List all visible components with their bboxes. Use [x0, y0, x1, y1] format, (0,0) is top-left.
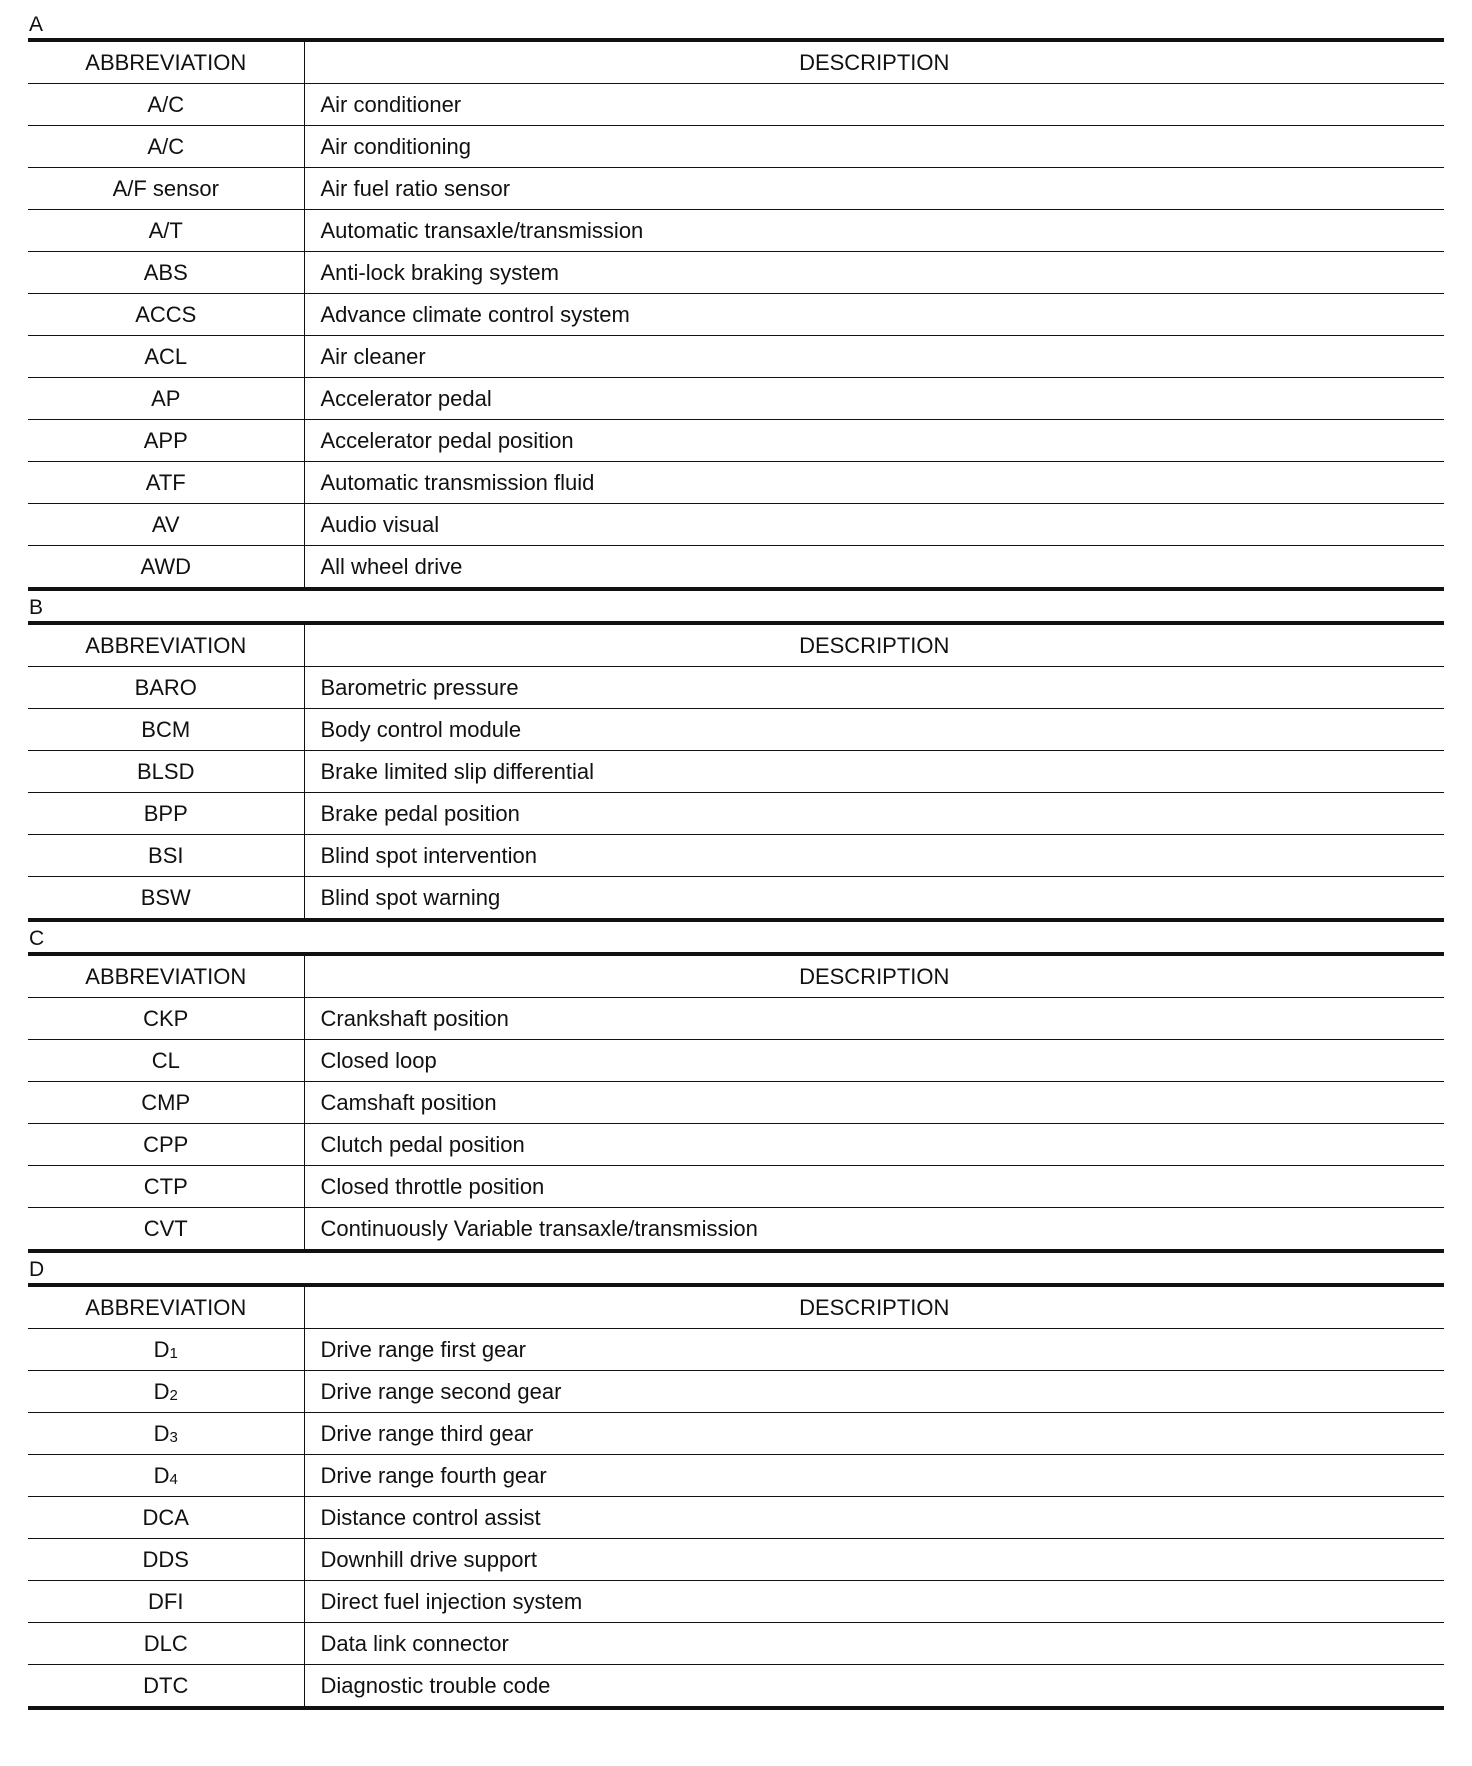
table-row — [28, 378, 1444, 420]
table-row — [28, 751, 1444, 793]
abbreviation-cell — [28, 294, 304, 336]
abbreviation-text: CMP — [141, 1089, 191, 1115]
table-row — [28, 1455, 1444, 1497]
description-cell: Drive range third gear — [304, 1413, 1444, 1455]
table-row — [28, 546, 1444, 590]
abbreviation-cell — [28, 1497, 304, 1539]
abbreviation-column-header: ABBREVIATION — [28, 954, 304, 998]
table-row — [28, 1413, 1444, 1455]
abbreviation-text: BARO — [134, 674, 197, 700]
table-row — [28, 420, 1444, 462]
description-cell: Advance climate control system — [304, 294, 1444, 336]
description-cell: Accelerator pedal position — [304, 420, 1444, 462]
abbreviation-cell — [28, 504, 304, 546]
abbreviation-text: APP — [143, 427, 188, 453]
abbreviation-cell — [28, 1413, 304, 1455]
abbreviation-text: CKP — [143, 1005, 189, 1031]
section-letter: C — [29, 927, 45, 950]
abbreviation-text: AP — [151, 385, 181, 411]
table-header-row — [28, 1285, 1444, 1329]
description-cell: Camshaft position — [304, 1082, 1444, 1124]
abbreviation-table — [28, 38, 1444, 591]
abbreviation-cell — [28, 1623, 304, 1665]
abbreviation-cell — [28, 1539, 304, 1581]
abbreviation-cell — [28, 420, 304, 462]
section-letter: B — [29, 596, 44, 619]
table-row — [28, 998, 1444, 1040]
abbreviation-column-header: ABBREVIATION — [28, 40, 304, 84]
abbreviation-table — [28, 621, 1444, 922]
description-cell: Distance control assist — [304, 1497, 1444, 1539]
table-row — [28, 1208, 1444, 1252]
section-letter: A — [29, 13, 44, 36]
table-row — [28, 1623, 1444, 1665]
description-cell: Clutch pedal position — [304, 1124, 1444, 1166]
description-cell: Diagnostic trouble code — [304, 1665, 1444, 1709]
abbreviation-text: BPP — [143, 800, 188, 826]
abbreviation-text: DLC — [143, 1630, 188, 1656]
table-row — [28, 709, 1444, 751]
description-cell: All wheel drive — [304, 546, 1444, 590]
table-row — [28, 667, 1444, 709]
abbreviation-cell — [28, 835, 304, 877]
description-cell: Closed loop — [304, 1040, 1444, 1082]
abbreviation-text: D — [153, 1420, 170, 1446]
description-cell: Brake limited slip differential — [304, 751, 1444, 793]
table-row — [28, 126, 1444, 168]
description-cell: Air conditioner — [304, 84, 1444, 126]
description-cell: Body control module — [304, 709, 1444, 751]
description-cell: Data link connector — [304, 1623, 1444, 1665]
abbreviation-text: AWD — [140, 553, 191, 579]
abbreviation-text: DDS — [142, 1546, 189, 1572]
abbreviation-document — [28, 8, 1444, 1710]
table-row — [28, 1665, 1444, 1709]
description-cell: Closed throttle position — [304, 1166, 1444, 1208]
abbreviation-cell — [28, 126, 304, 168]
abbreviation-cell — [28, 1455, 304, 1497]
abbreviation-cell — [28, 1040, 304, 1082]
abbreviation-text: DTC — [143, 1672, 189, 1698]
abbreviation-cell — [28, 252, 304, 294]
table-row — [28, 1124, 1444, 1166]
gear-number-subscript: 2 — [169, 1386, 178, 1404]
table-row — [28, 168, 1444, 210]
abbreviation-text: A/F sensor — [112, 175, 219, 201]
abbreviation-cell — [28, 546, 304, 590]
description-cell: Air cleaner — [304, 336, 1444, 378]
table-row — [28, 294, 1444, 336]
abbreviation-text: BCM — [141, 716, 191, 742]
abbreviation-cell — [28, 1208, 304, 1252]
abbreviation-text: ABS — [143, 259, 188, 285]
abbreviation-cell — [28, 998, 304, 1040]
description-cell: Blind spot intervention — [304, 835, 1444, 877]
abbreviation-cell — [28, 709, 304, 751]
description-cell: Continuously Variable transaxle/transmission — [304, 1208, 1444, 1252]
abbreviation-cell — [28, 1581, 304, 1623]
abbreviation-text: D — [153, 1336, 170, 1362]
abbreviation-column-header: ABBREVIATION — [28, 623, 304, 667]
description-cell: Air fuel ratio sensor — [304, 168, 1444, 210]
table-row — [28, 336, 1444, 378]
abbreviation-text: DCA — [142, 1504, 189, 1530]
table-row — [28, 1539, 1444, 1581]
table-row — [28, 252, 1444, 294]
abbreviation-text: D — [153, 1378, 170, 1404]
abbreviation-cell — [28, 667, 304, 709]
abbreviation-cell — [28, 378, 304, 420]
description-column-header: DESCRIPTION — [304, 40, 1444, 84]
abbreviation-text: ACCS — [135, 301, 197, 327]
table-row — [28, 504, 1444, 546]
abbreviation-text: CPP — [143, 1131, 189, 1157]
abbreviation-table — [28, 1283, 1444, 1710]
abbreviation-text: ATF — [145, 469, 186, 495]
table-row — [28, 210, 1444, 252]
abbreviation-cell — [28, 210, 304, 252]
description-cell: Blind spot warning — [304, 877, 1444, 921]
abbreviation-text: CL — [151, 1047, 180, 1073]
table-row — [28, 1040, 1444, 1082]
table-row — [28, 1371, 1444, 1413]
description-cell: Direct fuel injection system — [304, 1581, 1444, 1623]
abbreviation-cell — [28, 1665, 304, 1709]
abbreviation-cell — [28, 1371, 304, 1413]
table-row — [28, 1329, 1444, 1371]
abbreviation-cell — [28, 336, 304, 378]
abbreviation-column-header: ABBREVIATION — [28, 1285, 304, 1329]
abbreviation-cell — [28, 84, 304, 126]
description-cell: Brake pedal position — [304, 793, 1444, 835]
description-cell: Audio visual — [304, 504, 1444, 546]
description-cell: Automatic transmission fluid — [304, 462, 1444, 504]
description-column-header: DESCRIPTION — [304, 954, 1444, 998]
gear-number-subscript: 1 — [169, 1344, 178, 1362]
gear-number-subscript: 3 — [169, 1428, 178, 1446]
abbreviation-text: ACL — [144, 343, 188, 369]
table-row — [28, 1497, 1444, 1539]
section-a — [28, 8, 1444, 591]
table-header-row — [28, 623, 1444, 667]
abbreviation-cell — [28, 1329, 304, 1371]
table-row — [28, 877, 1444, 921]
section-d — [28, 1253, 1444, 1710]
abbreviation-text: BSW — [140, 884, 191, 910]
abbreviation-text: CTP — [143, 1173, 188, 1199]
table-row — [28, 84, 1444, 126]
table-row — [28, 835, 1444, 877]
table-row — [28, 1581, 1444, 1623]
description-cell: Automatic transaxle/transmission — [304, 210, 1444, 252]
abbreviation-text: DFI — [148, 1588, 184, 1614]
table-row — [28, 793, 1444, 835]
abbreviation-cell — [28, 877, 304, 921]
description-cell: Drive range second gear — [304, 1371, 1444, 1413]
table-row — [28, 462, 1444, 504]
section-c — [28, 922, 1444, 1253]
abbreviation-cell — [28, 793, 304, 835]
description-cell: Downhill drive support — [304, 1539, 1444, 1581]
abbreviation-text: BLSD — [137, 758, 195, 784]
description-cell: Accelerator pedal — [304, 378, 1444, 420]
abbreviation-table — [28, 952, 1444, 1253]
abbreviation-text: D — [153, 1462, 170, 1488]
table-header-row — [28, 40, 1444, 84]
table-row — [28, 1166, 1444, 1208]
abbreviation-text: AV — [151, 511, 180, 537]
abbreviation-cell — [28, 1166, 304, 1208]
description-cell: Crankshaft position — [304, 998, 1444, 1040]
description-column-header: DESCRIPTION — [304, 623, 1444, 667]
description-cell: Anti-lock braking system — [304, 252, 1444, 294]
table-row — [28, 1082, 1444, 1124]
abbreviation-text: A/C — [147, 133, 185, 159]
description-column-header: DESCRIPTION — [304, 1285, 1444, 1329]
description-cell: Drive range first gear — [304, 1329, 1444, 1371]
abbreviation-text: CVT — [143, 1215, 188, 1241]
description-cell: Barometric pressure — [304, 667, 1444, 709]
section-letter: D — [29, 1258, 45, 1281]
abbreviation-text: A/T — [148, 217, 183, 243]
abbreviation-cell — [28, 462, 304, 504]
abbreviation-cell — [28, 1082, 304, 1124]
abbreviation-text: BSI — [148, 842, 184, 868]
table-header-row — [28, 954, 1444, 998]
description-cell: Air conditioning — [304, 126, 1444, 168]
abbreviation-text: A/C — [147, 91, 185, 117]
abbreviation-cell — [28, 751, 304, 793]
abbreviation-cell — [28, 1124, 304, 1166]
gear-number-subscript: 4 — [169, 1470, 178, 1488]
description-cell: Drive range fourth gear — [304, 1455, 1444, 1497]
abbreviation-cell — [28, 168, 304, 210]
section-b — [28, 591, 1444, 922]
